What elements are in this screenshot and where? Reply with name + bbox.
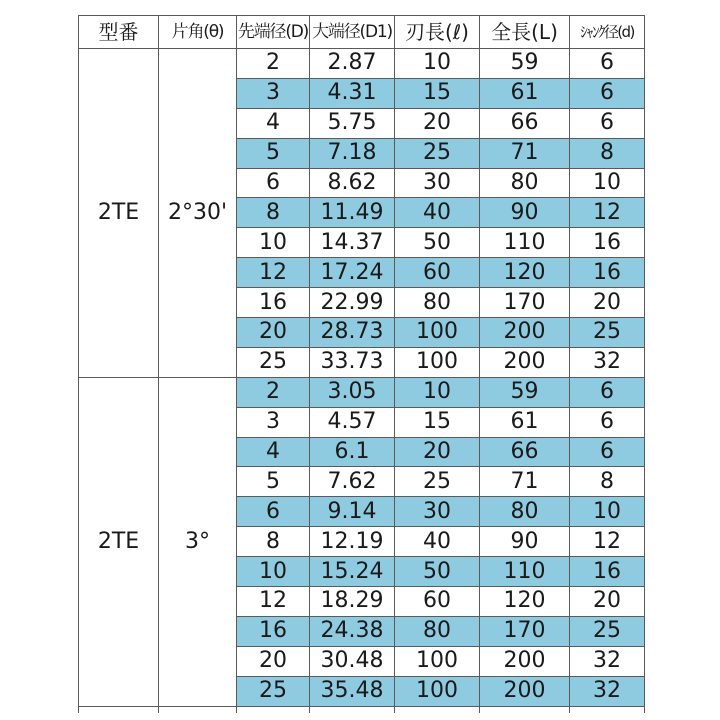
blade-length-cell: 40 [395, 198, 480, 228]
cut-off-cell [159, 706, 237, 713]
blade-length-cell: 20 [395, 108, 480, 138]
tip-diameter-cell: 8 [237, 527, 310, 557]
table-header [79, 16, 645, 49]
large-end-diameter-cell: 9.14 [310, 497, 395, 527]
blade-length-cell: 15 [395, 407, 480, 437]
shank-diameter-cell: 16 [570, 258, 645, 288]
large-end-diameter-cell: 7.62 [310, 467, 395, 497]
shank-diameter-cell: 25 [570, 318, 645, 348]
total-length-cell: 110 [480, 228, 570, 258]
tip-diameter-cell: 6 [237, 497, 310, 527]
large-end-diameter-cell: 11.49 [310, 198, 395, 228]
shank-diameter-cell: 6 [570, 377, 645, 407]
table-row [79, 377, 645, 407]
tip-diameter-cell: 25 [237, 347, 310, 377]
header-tip-diameter: 先端径(D) [237, 16, 310, 49]
shank-diameter-cell: 6 [570, 407, 645, 437]
total-length-cell: 120 [480, 258, 570, 288]
shank-diameter-cell: 10 [570, 497, 645, 527]
total-length-cell: 110 [480, 557, 570, 587]
large-end-diameter-cell: 12.19 [310, 527, 395, 557]
blade-length-cell: 30 [395, 168, 480, 198]
blade-length-cell: 50 [395, 557, 480, 587]
cut-off-cell [310, 706, 395, 713]
blade-length-cell: 25 [395, 138, 480, 168]
table-row [79, 49, 645, 79]
cut-off-cell [237, 706, 310, 713]
large-end-diameter-cell: 33.73 [310, 347, 395, 377]
tip-diameter-cell: 5 [237, 467, 310, 497]
header-model: 型番 [79, 16, 159, 49]
total-length-cell: 66 [480, 108, 570, 138]
large-end-diameter-cell: 35.48 [310, 676, 395, 706]
total-length-cell: 200 [480, 676, 570, 706]
shank-diameter-cell: 12 [570, 527, 645, 557]
blade-length-cell: 60 [395, 587, 480, 617]
cut-off-cell [395, 706, 480, 713]
blade-length-cell: 80 [395, 288, 480, 318]
tip-diameter-cell: 4 [237, 108, 310, 138]
blade-length-cell: 25 [395, 467, 480, 497]
total-length-cell: 59 [480, 49, 570, 79]
large-end-diameter-cell: 28.73 [310, 318, 395, 348]
tip-diameter-cell: 20 [237, 646, 310, 676]
tip-diameter-cell: 25 [237, 676, 310, 706]
tip-diameter-cell: 12 [237, 258, 310, 288]
large-end-diameter-cell: 30.48 [310, 646, 395, 676]
tip-diameter-cell: 4 [237, 437, 310, 467]
total-length-cell: 59 [480, 377, 570, 407]
shank-diameter-cell: 20 [570, 587, 645, 617]
cut-off-cell [79, 706, 159, 713]
tip-diameter-cell: 3 [237, 407, 310, 437]
large-end-diameter-cell: 4.31 [310, 78, 395, 108]
shank-diameter-cell: 25 [570, 616, 645, 646]
shank-diameter-cell: 6 [570, 108, 645, 138]
header-blade-length: 刃長(ℓ) [395, 16, 480, 49]
large-end-diameter-cell: 5.75 [310, 108, 395, 138]
header-large-end-diameter: 大端径(D1) [310, 16, 395, 49]
angle-cell: 2°30' [159, 49, 237, 378]
total-length-cell: 200 [480, 318, 570, 348]
blade-length-cell: 100 [395, 676, 480, 706]
cut-off-row [79, 706, 645, 713]
total-length-cell: 90 [480, 527, 570, 557]
large-end-diameter-cell: 22.99 [310, 288, 395, 318]
large-end-diameter-cell: 24.38 [310, 616, 395, 646]
cut-off-cell [480, 706, 570, 713]
total-length-cell: 200 [480, 347, 570, 377]
tip-diameter-cell: 16 [237, 616, 310, 646]
header-total-length: 全長(L) [480, 16, 570, 49]
total-length-cell: 200 [480, 646, 570, 676]
total-length-cell: 170 [480, 288, 570, 318]
blade-length-cell: 10 [395, 49, 480, 79]
total-length-cell: 71 [480, 138, 570, 168]
angle-cell: 3° [159, 377, 237, 706]
large-end-diameter-cell: 6.1 [310, 437, 395, 467]
tip-diameter-cell: 3 [237, 78, 310, 108]
total-length-cell: 66 [480, 437, 570, 467]
shank-diameter-cell: 8 [570, 467, 645, 497]
header-shank-diameter: ｼｬﾝｸ径(d) [570, 16, 645, 49]
large-end-diameter-cell: 7.18 [310, 138, 395, 168]
tip-diameter-cell: 2 [237, 377, 310, 407]
model-cell: 2TE [79, 377, 159, 706]
large-end-diameter-cell: 4.57 [310, 407, 395, 437]
shank-diameter-cell: 8 [570, 138, 645, 168]
blade-length-cell: 80 [395, 616, 480, 646]
tip-diameter-cell: 20 [237, 318, 310, 348]
blade-length-cell: 20 [395, 437, 480, 467]
total-length-cell: 170 [480, 616, 570, 646]
header-angle: 片角(θ) [159, 16, 237, 49]
shank-diameter-cell: 16 [570, 228, 645, 258]
total-length-cell: 61 [480, 78, 570, 108]
blade-length-cell: 60 [395, 258, 480, 288]
blade-length-cell: 40 [395, 527, 480, 557]
shank-diameter-cell: 10 [570, 168, 645, 198]
large-end-diameter-cell: 14.37 [310, 228, 395, 258]
large-end-diameter-cell: 2.87 [310, 49, 395, 79]
tip-diameter-cell: 10 [237, 557, 310, 587]
shank-diameter-cell: 32 [570, 676, 645, 706]
shank-diameter-cell: 12 [570, 198, 645, 228]
table-body [79, 49, 645, 713]
tip-diameter-cell: 10 [237, 228, 310, 258]
shank-diameter-cell: 20 [570, 288, 645, 318]
total-length-cell: 80 [480, 168, 570, 198]
shank-diameter-cell: 6 [570, 78, 645, 108]
total-length-cell: 90 [480, 198, 570, 228]
tip-diameter-cell: 2 [237, 49, 310, 79]
blade-length-cell: 100 [395, 646, 480, 676]
tip-diameter-cell: 8 [237, 198, 310, 228]
shank-diameter-cell: 32 [570, 347, 645, 377]
shank-diameter-cell: 6 [570, 437, 645, 467]
header-row [79, 16, 645, 49]
tip-diameter-cell: 16 [237, 288, 310, 318]
tip-diameter-cell: 12 [237, 587, 310, 617]
blade-length-cell: 100 [395, 347, 480, 377]
blade-length-cell: 30 [395, 497, 480, 527]
large-end-diameter-cell: 18.29 [310, 587, 395, 617]
blade-length-cell: 50 [395, 228, 480, 258]
shank-diameter-cell: 6 [570, 49, 645, 79]
large-end-diameter-cell: 15.24 [310, 557, 395, 587]
blade-length-cell: 15 [395, 78, 480, 108]
large-end-diameter-cell: 17.24 [310, 258, 395, 288]
shank-diameter-cell: 32 [570, 646, 645, 676]
blade-length-cell: 100 [395, 318, 480, 348]
large-end-diameter-cell: 3.05 [310, 377, 395, 407]
spec-table-container [78, 15, 644, 713]
total-length-cell: 61 [480, 407, 570, 437]
tip-diameter-cell: 5 [237, 138, 310, 168]
total-length-cell: 120 [480, 587, 570, 617]
tip-diameter-cell: 6 [237, 168, 310, 198]
shank-diameter-cell: 16 [570, 557, 645, 587]
cut-off-cell [570, 706, 645, 713]
blade-length-cell: 10 [395, 377, 480, 407]
model-cell: 2TE [79, 49, 159, 378]
total-length-cell: 80 [480, 497, 570, 527]
large-end-diameter-cell: 8.62 [310, 168, 395, 198]
total-length-cell: 71 [480, 467, 570, 497]
spec-table [78, 15, 645, 713]
